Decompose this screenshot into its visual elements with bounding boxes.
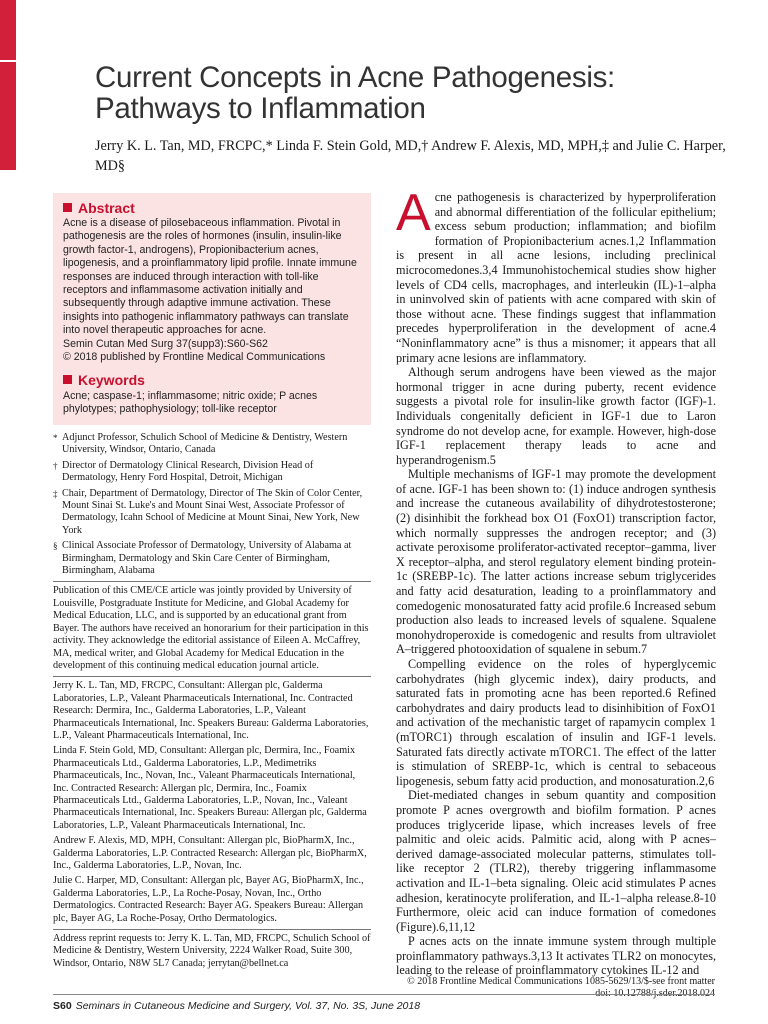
body-paragraph: Compelling evidence on the roles of hyperglycemic carbohydrates (high glycemic index), dairy products, and saturated fats in promoting acne has been reported.6 Refined carbohydrates and dairy products lead to disinhibition of FoxO1 and activation of the mechanistic target of rapamycin complex 1 (mTORC1) through escalation of insulin and IGF-1 levels. Saturated fats directly activate mTORC1. The effect of the latter is stimulation of SREBP-1c, which is central to sebaceous lipogenesis, sebum fatty acid production, and monosaturation.2,6 [396,657,716,788]
journal-citation: Seminars in Cutaneous Medicine and Surgery, Vol. 37, No. 3S, June 2018 [75,1000,421,1012]
square-bullet-icon [63,203,72,212]
abstract-heading: Abstract [63,200,135,216]
publication-note: Publication of this CME/CE article was jointly provided by University of Louisville, Postgraduate Institute for Medicine, and Global Academy for Medical Education, LLC, and is supported by an educational grant from Bayer. The authors have received an honorarium for their participation in this activity. They acknowledge the editorial assistance of Eileen A. McCaffrey, MA, medical writer, and Global Academy for Medical Education in the development of this continuing medical education journal article. [53,585,369,671]
abstract-text [63,217,363,364]
affiliation-footnote: ‡ Chair, Department of Dermatology, Director of The Skin of Color Center, Mount Sinai St. Luke's and Mount Sinai West, Associate Professor of Dermatology, Icahn School of Medicine at Mount Sinai, New York, New York [53,487,363,536]
abstract-copyright: © 2018 published by Frontline Medical Communications [63,351,326,364]
drop-cap: A [396,184,431,242]
abstract-citation: Semin Cutan Med Surg 37(supp3):S60-S62 [63,337,268,350]
disclosure: Andrew F. Alexis, MD, MPH, Consultant: Allergan plc, BioPharmX, Inc., Galderma Laboratories, L.P. Contracted Research: Allergan plc, BioPharmX, Inc., Galderma Laboratories, L.P., Novan, Inc. [53,835,367,871]
square-bullet-icon [63,375,72,384]
body-paragraph: cne pathogenesis is characterized by hyperproliferation and abnormal differentiation of the follicular epithelium; excess sebum production; inflammation; and biofilm formation of Propionibacterium acnes.1,2 Inflammation is present in all acne lesions, including preclinical microcomedones.3,4 Immunohistochemical studies show higher levels of CD4 cells, macrophages, and interleukin (IL)-1–alpha in uninvolved skin of patients with acne compared with skin of those without acne. These findings suggest that inflammation precedes hyperproliferation in the development of acne.4 “Noninflammatory acne” is thus a misnomer; it appears that all primary acne lesions are inflammatory. [396,190,716,365]
front-matter-notes [53,432,371,973]
disclosure: Jerry K. L. Tan, MD, FRCPC, Consultant: Allergan plc, Galderma Laboratories, L.P., Valeant Pharmaceuticals International, Inc. Contracted Research: Dermira, Inc., Galderma Laboratories, L.P., Valeant Pharmaceuticals International, Inc. Speakers Bureau: Galderma Laboratories, L.P., Valeant Pharmaceuticals International, Inc. [53,680,369,741]
abstract-body: Acne is a disease of pilosebaceous inflammation. Pivotal in pathogenesis are the roles of hormones (insulin, insulin-like growth factor-1, androgens), Propionibacterium acnes, lipogenesis, and a proinflammatory lipid profile. Innate immune responses are induced through interaction with toll-like receptors and inflammasome activation initially and subsequently through adaptive immune activation. These insights into pathogenic inflammatory pathways can translate into novel therapeutic approaches for acne. [63,217,357,337]
disclosures-section [53,676,371,925]
reprint-address: Address reprint requests to: Jerry K. L. Tan, MD, FRCPC, Schulich School of Medicine & Dentistry, Western University, 2224 Walker Road, Suite 300, Windsor, Ontario, N8W 5L7 Canada; jerrytan@bellnet.ca [53,933,371,969]
affiliation-footnote: * Adjunct Professor, Schulich School of Medicine & Dentistry, Western University, Windsor, Ontario, Canada [53,432,348,456]
body-text-column [396,184,716,978]
body-paragraph: P acnes acts on the innate immune system through multiple proinflammatory pathways.3,13 It activates TLR2 on monocytes, leading to the release of proinflammatory cytokines IL-12 and [396,934,716,978]
article-title: Current Concepts in Acne Pathogenesis: Pathways to Inflammation [95,61,615,125]
publication-note-section [53,581,371,672]
body-paragraph: Diet-mediated changes in sebum quantity and composition promote P acnes overgrowth and biofilm formation. P acnes produces triglyceride lipase, which increases levels of free palmitic and oleic acids. Palmitic acid, along with P acnes–derived damage-associated molecular patterns, stimulates toll-like receptor 2 (TLR2), thereby triggering inflammasome activation and IL-1–beta signaling. Oleic acid stimulates P acnes adhesion, keratinocyte proliferation, and IL-1–alpha release.8-10 Furthermore, oleic acid can induce formation of comedones (Figure).6,11,12 [396,788,716,934]
affiliation-footnote: † Director of Dermatology Clinical Research, Division Head of Dermatology, Henry Ford Hospital, Detroit, Michigan [53,459,314,484]
page-number: S60 [53,1000,72,1012]
reprint-section [53,929,371,970]
footer-copyright: © 2018 Frontline Medical Communications 1085-5629/13/$-see front matter [407,976,715,987]
keywords-text: Acne; caspase-1; inflammasome; nitric oxide; P acnes phylotypes; pathophysiology; toll-like receptor [63,390,318,416]
disclosure: Julie C. Harper, MD, Consultant: Allergan plc, Bayer AG, BioPharmX, Inc., Galderma Laboratories, L.P., La Roche-Posay, Novan, Inc., Ortho Dermatologics. Contracted Research: Bayer AG. Speakers Bureau: Allergan plc, Bayer AG, La Roche-Posay, Ortho Dermatologics. [53,875,364,924]
body-paragraph: Multiple mechanisms of IGF-1 may promote the development of acne. IGF-1 has been shown to: (1) induce androgen synthesis and increase the cutaneous availability of dihydrotestosterone; (2) disinhibit the forkhead box O1 (FoxO1) transcription factor, which normally suppresses the androgen receptor; and (3) activate peroxisome proliferator-activated receptor–gamma, liver X receptor–alpha, and sterol regulatory element binding protein-1c (SREBP-1c). The latter actions increase sebum triglycerides and fatty acid desaturation, leading to a proinflammatory and comedogenic monosaturated fatty acid profile.6 Increased sebum production also leads to increased levels of squalene. Squalene monohydroperoxide is comedogenic and results from ultraviolet A–triggered photooxidation of squalene in sebum.7 [396,467,716,657]
copyright-doi-block [407,976,715,1000]
red-accent-bar [0,0,16,170]
footer-divider [53,994,715,995]
body-paragraph: Although serum androgens have been viewed as the major hormonal trigger in acne during puberty, recent evidence suggests a pivotal role for insulin-like growth factor (IGF)-1. Individuals congenitally deficient in IGF-1 due to Laron syndrome do not develop acne, for example. However, high-dose IGF-1 replacement therapy leads to acne and hyperandrogenism.5 [396,365,716,467]
page-footer [53,1000,420,1012]
keywords-heading: Keywords [63,372,145,388]
affiliation-footnote: § Clinical Associate Professor of Dermatology, University of Alabama at Birmingham, Dermatology and Skin Care Center of Birmingham, Birmingham, Alabama [53,540,352,577]
author-list: Jerry K. L. Tan, MD, FRCPC,* Linda F. Stein Gold, MD,† Andrew F. Alexis, MD, MPH,‡ and Julie C. Harper, MD§ [95,138,726,174]
disclosure: Linda F. Stein Gold, MD, Consultant: Allergan plc, Dermira, Inc., Foamix Pharmaceuticals Ltd., Galderma Laboratories, L.P., Medimetriks Pharmaceuticals, Inc., Novan, Inc., Valeant Pharmaceuticals International, Inc. Contracted Research: Allergan plc, Dermira, Inc., Foamix Pharmaceuticals Ltd., Galderma Laboratories, L.P., Novan, Inc., Valeant Pharmaceuticals International, Inc. Speakers Bureau: Allergan plc, Galderma Laboratories, L.P., Valeant Pharmaceuticals International, Inc. [53,745,367,831]
